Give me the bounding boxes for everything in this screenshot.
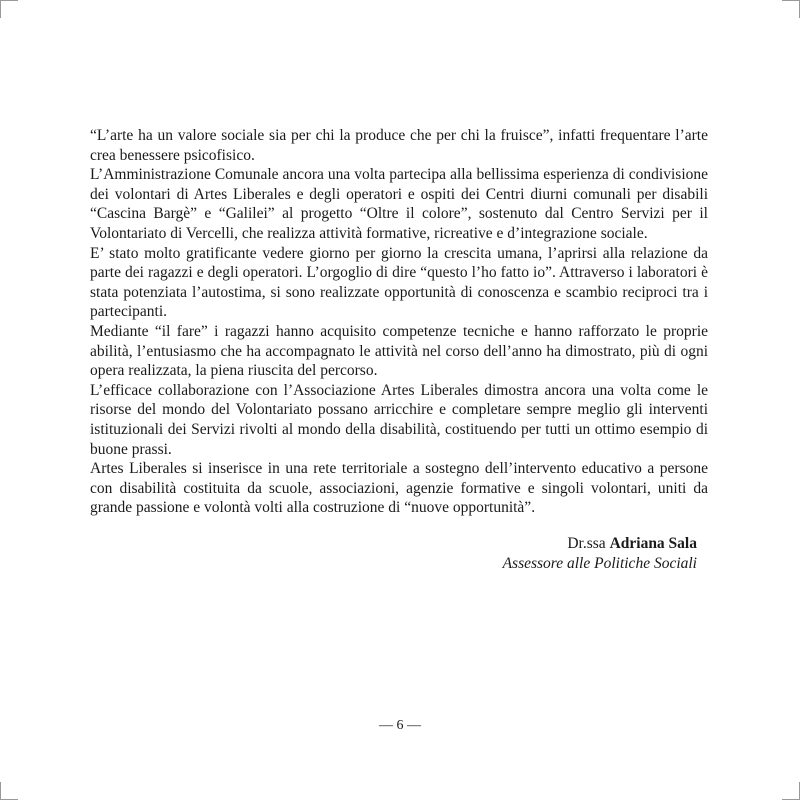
signature-name-line bbox=[503, 534, 697, 554]
paragraph: L’efficace collaborazione con l’Associazione Artes Liberales dimostra ancora una volta come le risorse del mondo del Volontariato possano arricchire e completare sempre meglio gli interventi istituzionali dei Servizi rivolti al mondo della disabilità, costituendo per tutti un ottimo esempio di buone prassi. bbox=[90, 381, 708, 458]
crop-mark bbox=[0, 0, 18, 1]
crop-mark bbox=[0, 0, 1, 18]
signature-role: Assessore alle Politiche Sociali bbox=[502, 555, 697, 572]
signature-block bbox=[503, 534, 697, 574]
paragraph: Artes Liberales si inserisce in una rete territoriale a sostegno dell’intervento educativo a persone con disabilità costituita da scuole, associazioni, agenzie formative e singoli volontari, uniti da grande passione e volontà volti alla costruzione di “nuove opportunità”. bbox=[90, 460, 708, 517]
crop-mark bbox=[782, 0, 800, 1]
paragraph: “L’arte ha un valore sociale sia per chi la produce che per chi la fruisce”, infatti frequentare l’arte crea benessere psicofisico. bbox=[90, 127, 708, 164]
signature-name: Adriana Sala bbox=[609, 535, 697, 552]
paragraph: Mediante “il fare” i ragazzi hanno acquisito competenze tecniche e hanno rafforzato le proprie abilità, l’entusiasmo che ha accompagnato le attività nel corso dell’anno ha dimostrato, più di ogni opera realizzata, la piena riuscita del percorso. bbox=[90, 322, 708, 380]
paragraph: E’ stato molto gratificante vedere giorno per giorno la crescita umana, l’aprirsi alla relazione da parte dei ragazzi e degli operatori. L’orgoglio di dire “questo l’ho fatto io”. Attraverso i laboratori è stata potenziata l’autostima, si sono realizzate opportunità di conoscenza e scambio reciproci tra i partecipanti. bbox=[90, 244, 708, 321]
signature-title-prefix: Dr.ssa bbox=[567, 535, 610, 552]
crop-mark bbox=[0, 782, 1, 800]
body-text bbox=[90, 126, 708, 518]
page-number: — 6 — bbox=[379, 718, 421, 733]
paragraph: L’Amministrazione Comunale ancora una volta partecipa alla bellissima esperienza di condivisione dei volontari di Artes Liberales e degli operatori e ospiti dei Centri diurni comunali per disabili “Cascina Bargè” e “Galilei” al progetto “Oltre il colore”, sostenuto dal Centro Servizi per il Volontariato di Vercelli, che realizza attività formative, ricreative e d’integrazione sociale. bbox=[90, 166, 708, 242]
